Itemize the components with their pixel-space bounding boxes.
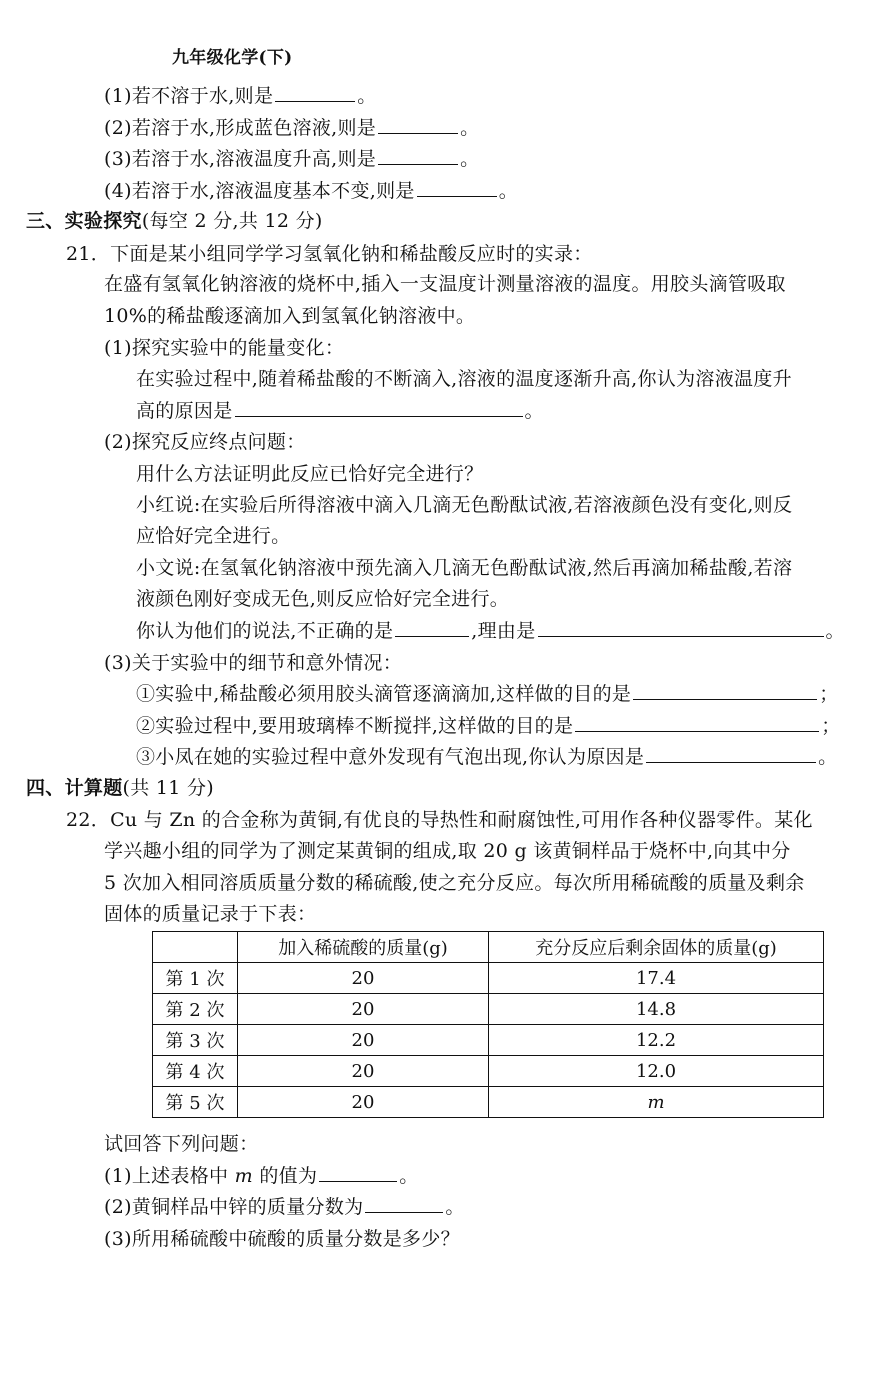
table-row	[153, 963, 824, 994]
table-cell: 20	[238, 963, 489, 994]
table-row	[153, 1025, 824, 1056]
q21-part-3-item-1: ①实验中,稀盐酸必须用胶头滴管逐滴滴加,这样做的目的是 ；	[136, 683, 839, 705]
table-header-cell: 加入稀硫酸的质量(g)	[238, 932, 489, 963]
q22-answer-3: (3)所用稀硫酸中硫酸的质量分数是多少？	[104, 1228, 460, 1250]
table-cell: 17.4	[489, 963, 824, 994]
table-row	[153, 1056, 824, 1087]
q22-line-3: 5 次加入相同溶质质量分数的稀硫酸,使之充分反应。每次所用稀硫酸的质量及剩余	[104, 872, 805, 894]
xiaohong-statement-2: 应恰好完全进行。	[136, 525, 291, 547]
answer-blank[interactable]	[378, 146, 458, 165]
xiaowen-statement-1: 小文说:在氢氧化钠溶液中预先滴入几滴无色酚酞试液,然后再滴加稀盐酸,若溶	[136, 557, 793, 579]
answer-blank[interactable]	[417, 178, 497, 197]
page-header-title: 九年级化学(下)	[172, 48, 293, 68]
q22-answer-2: (2)黄铜样品中锌的质量分数为 。	[104, 1196, 465, 1218]
table-header-cell: 充分反应后剩余固体的质量(g)	[489, 932, 824, 963]
answer-blank[interactable]	[646, 744, 816, 763]
q21-intro: 21．下面是某小组同学学习氢氧化钠和稀盐酸反应时的实录：	[66, 243, 593, 265]
answer-blank[interactable]	[235, 398, 523, 417]
answer-blank[interactable]	[633, 681, 817, 700]
answer-blank[interactable]	[319, 1163, 397, 1182]
q22-line-1: 22．Cu 与 Zn 的合金称为黄铜,有优良的导热性和耐腐蚀性,可用作各种仪器零件。某化	[66, 809, 813, 831]
answer-blank[interactable]	[275, 83, 355, 102]
q21-part-2-question: 用什么方法证明此反应已恰好完全进行？	[136, 463, 484, 485]
table-cell: m	[489, 1087, 824, 1118]
q22-ask: 试回答下列问题：	[104, 1133, 259, 1155]
answer-blank[interactable]	[575, 713, 819, 732]
table-row	[153, 1087, 824, 1118]
q21-body-1: 在盛有氢氧化钠溶液的烧杯中,插入一支温度计测量溶液的温度。用胶头滴管吸取	[104, 273, 786, 295]
q21-part-1-line-1: 在实验过程中,随着稀盐酸的不断滴入,溶液的温度逐渐升高,你认为溶液温度升	[136, 368, 792, 390]
xiaowen-statement-2: 液颜色刚好变成无色,则反应恰好完全进行。	[136, 588, 510, 610]
section-3-heading: 三、实验探究(每空 2 分,共 12 分)	[26, 210, 323, 232]
q21-body-2: 10%的稀盐酸逐滴加入到氢氧化钠溶液中。	[104, 305, 476, 327]
table-cell: 12.0	[489, 1056, 824, 1087]
q22-line-4: 固体的质量记录于下表：	[104, 903, 317, 925]
table-cell: 20	[238, 1056, 489, 1087]
q20-part-3: (3)若溶于水,溶液温度升高,则是 。	[104, 148, 480, 170]
table-cell: 14.8	[489, 994, 824, 1025]
table-header-row	[153, 932, 824, 963]
results-table	[152, 931, 824, 1118]
table-cell: 第 1 次	[153, 963, 238, 994]
q22-line-2: 学兴趣小组的同学为了测定某黄铜的组成,取 20 g 该黄铜样品于烧杯中,向其中分	[104, 840, 791, 862]
q21-part-3-item-3: ③小凤在她的实验过程中意外发现有气泡出现,你认为原因是 。	[136, 746, 838, 768]
q21-part-1-title: (1)探究实验中的能量变化：	[104, 337, 345, 359]
q20-part-2: (2)若溶于水,形成蓝色溶液,则是 。	[104, 117, 480, 139]
q21-part-2-title: (2)探究反应终点问题：	[104, 431, 306, 453]
answer-blank[interactable]	[378, 115, 458, 134]
table-header-cell	[153, 932, 238, 963]
table-cell: 第 2 次	[153, 994, 238, 1025]
q21-part-1-line-2: 高的原因是 。	[136, 400, 544, 422]
q21-part-2-ask: 你认为他们的说法,不正确的是 ,理由是 。	[136, 620, 845, 642]
table-row	[153, 994, 824, 1025]
answer-blank[interactable]	[538, 618, 824, 637]
answer-blank[interactable]	[395, 618, 469, 637]
q20-part-4: (4)若溶于水,溶液温度基本不变,则是 。	[104, 180, 519, 202]
section-4-heading: 四、计算题(共 11 分)	[26, 777, 214, 799]
table-cell: 第 4 次	[153, 1056, 238, 1087]
answer-blank[interactable]	[365, 1194, 443, 1213]
table-cell: 20	[238, 1087, 489, 1118]
table-cell: 20	[238, 994, 489, 1025]
q20-part-1: (1)若不溶于水,则是 。	[104, 85, 377, 107]
xiaohong-statement-1: 小红说:在实验后所得溶液中滴入几滴无色酚酞试液,若溶液颜色没有变化,则反	[136, 494, 793, 516]
table-cell: 第 5 次	[153, 1087, 238, 1118]
table-cell: 12.2	[489, 1025, 824, 1056]
q22-answer-1: (1)上述表格中 m 的值为 。	[104, 1165, 419, 1187]
q21-part-3-title: (3)关于实验中的细节和意外情况：	[104, 652, 403, 674]
table-cell: 第 3 次	[153, 1025, 238, 1056]
q21-part-3-item-2: ②实验过程中,要用玻璃棒不断搅拌,这样做的目的是 ；	[136, 715, 841, 737]
table-cell: 20	[238, 1025, 489, 1056]
